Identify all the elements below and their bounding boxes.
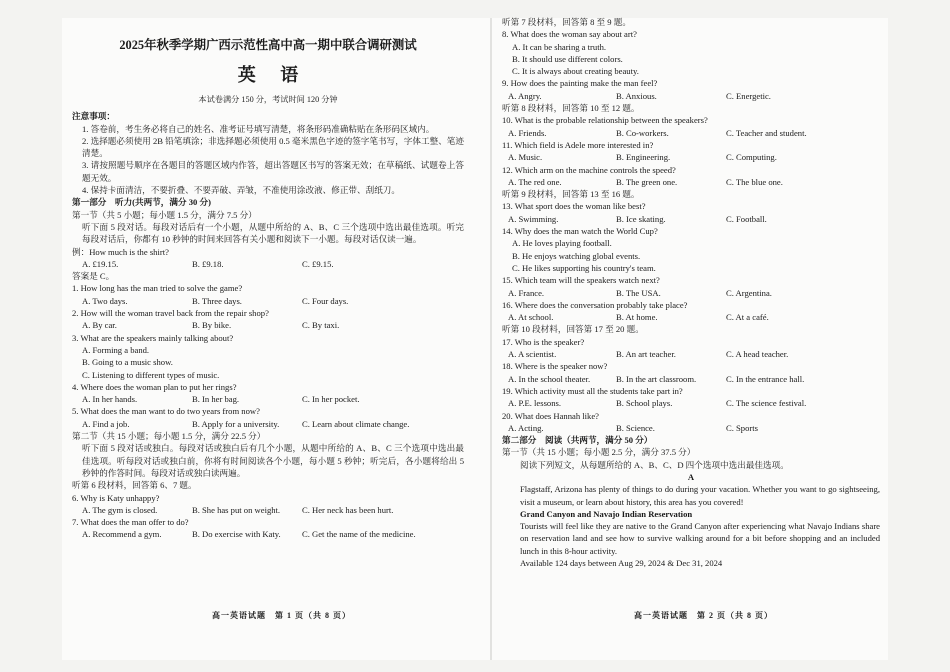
question-18: 18. Where is the speaker now?: [502, 361, 608, 372]
option: A. The gym is closed.: [82, 504, 158, 515]
material-8-note: 听第 8 段材料，回答第 10 至 12 题。: [502, 103, 640, 114]
option: B. Do exercise with Katy.: [192, 529, 281, 540]
option: C. Her neck has been hurt.: [302, 504, 394, 515]
question-7-options: [72, 528, 464, 540]
option: A. £19.15.: [82, 258, 119, 269]
option: B. An art teacher.: [616, 349, 676, 360]
question-17: 17. Who is the speaker?: [502, 336, 585, 347]
question-14: 14. Why does the man watch the World Cup?: [502, 226, 658, 237]
option: B. In her bag.: [192, 394, 240, 405]
question-2: 2. How will the woman travel back from the repair shop?: [72, 308, 269, 319]
option: C. Sports: [726, 422, 758, 433]
notice-1: 1. 答卷前，考生务必将自己的姓名、准考证号填写清楚，将条形码准确粘贴在条形码区域内。: [82, 123, 435, 134]
option: C. Argentina.: [726, 287, 772, 298]
option: B. Apply for a university.: [192, 418, 280, 429]
question-19-options: [502, 397, 880, 409]
section-1-instructions: 听下面 5 段对话。每段对话后有一个小题，从题中所给的 A、B、C 三个选项中选出最佳选项。听完每段对话后，你都有 10 秒钟的时间来回答有关小题和阅读下一小题。每段对话仅读一遍。: [82, 221, 465, 245]
option: A. Forming a band.: [82, 344, 150, 355]
option: A. France.: [508, 287, 545, 298]
question-15-options: [502, 287, 880, 299]
question-11: 11. Which field is Adele more interested in?: [502, 139, 654, 150]
option: B. The green one.: [616, 176, 678, 187]
option: B. School plays.: [616, 398, 673, 409]
option: A. Friends.: [508, 127, 547, 138]
option: A. Music.: [508, 152, 543, 163]
question-8: 8. What does the woman say about art?: [502, 29, 637, 40]
option: C. Energetic.: [726, 90, 771, 101]
question-7: 7. What does the man offer to do?: [72, 517, 189, 528]
question-4: 4. Where does the woman plan to put her rings?: [72, 381, 237, 392]
page-fold: [490, 18, 492, 660]
option: A. Two days.: [82, 295, 128, 306]
question-2-options: [72, 319, 464, 331]
option: A. In the school theater.: [508, 373, 591, 384]
option: C. At a café.: [726, 312, 769, 323]
option: C. It is always about creating beauty.: [512, 66, 639, 77]
option: B. £9.18.: [192, 258, 224, 269]
option: C. Four days.: [302, 295, 349, 306]
question-1: 1. How long has the man tried to solve the game?: [72, 283, 243, 294]
option: A. Recommend a gym.: [82, 529, 162, 540]
question-19: 19. Which activity must all the students take part in?: [502, 385, 683, 396]
question-5-options: [72, 418, 464, 430]
option: C. Teacher and student.: [726, 127, 807, 138]
option: B. Co-workers.: [616, 127, 669, 138]
material-6-note: 听第 6 段材料，回答第 6、7 题。: [72, 480, 197, 491]
material-9-note: 听第 9 段材料，回答第 13 至 16 题。: [502, 189, 640, 200]
option: B. Three days.: [192, 295, 242, 306]
question-16: 16. Where does the conversation probably take place?: [502, 299, 688, 310]
question-9-options: [502, 90, 880, 102]
option: B. In the art classroom.: [616, 373, 697, 384]
option: C. The science festival.: [726, 398, 807, 409]
option: B. She has put on weight.: [192, 504, 281, 515]
material-10-note: 听第 10 段材料，回答第 17 至 20 题。: [502, 324, 644, 335]
passage-subheading: Grand Canyon and Navajo Indian Reservation: [520, 508, 693, 519]
option: C. In the entrance hall.: [726, 373, 805, 384]
notice-title: 注意事项：: [72, 111, 115, 122]
page-1: [72, 18, 464, 541]
section-2-heading: 第二节（共 15 小题；每小题 1.5 分，满分 22.5 分）: [72, 431, 266, 442]
question-12-options: [502, 176, 880, 188]
option: B. Ice skating.: [616, 213, 666, 224]
passage-paragraph-1: Flagstaff, Arizona has plenty of things to do during your vacation. Whether you want to go sightseeing, visit a museum, or learn about history, this area has you covered!: [520, 484, 880, 507]
option: A. Find a job.: [82, 418, 130, 429]
question-6-options: [72, 504, 464, 516]
section-1-heading: 第一节（共 5 小题；每小题 1.5 分，满分 7.5 分）: [72, 209, 257, 220]
part-2-heading: 第二部分 阅读（共两节，满分 50 分）: [502, 435, 653, 446]
option: C. A head teacher.: [726, 349, 789, 360]
option: B. By bike.: [192, 320, 232, 331]
option: B. The USA.: [616, 287, 661, 298]
option: B. He enjoys watching global events.: [512, 250, 641, 261]
option: C. By taxi.: [302, 320, 340, 331]
option: C. He likes supporting his country's team.: [512, 262, 656, 273]
question-16-options: [502, 311, 880, 323]
part-1-heading: 第一部分 听力(共两节，满分 30 分): [72, 197, 211, 208]
question-12: 12. Which arm on the machine controls the speed?: [502, 164, 676, 175]
option: A. He loves playing football.: [512, 238, 612, 249]
exam-title: 2025年秋季学期广西示范性高中高一期中联合调研测试: [119, 38, 417, 52]
question-13-options: [502, 213, 880, 225]
question-11-options: [502, 151, 880, 163]
option: B. Science.: [616, 422, 655, 433]
question-3: 3. What are the speakers mainly talking about?: [72, 332, 234, 343]
notice-4: 4. 保持卡面清洁，不要折叠、不要弄破、弄皱，不准使用涂改液、修正带、刮纸刀。: [82, 185, 400, 196]
option: C. Listening to different types of music.: [82, 369, 220, 380]
question-10-options: [502, 127, 880, 139]
option: C. Football.: [726, 213, 767, 224]
option: B. At home.: [616, 312, 658, 323]
passage-label: A: [687, 471, 695, 482]
option: C. £9.15.: [302, 258, 334, 269]
question-10: 10. What is the probable relationship between the speakers?: [502, 115, 708, 126]
option: A. In her hands.: [82, 394, 138, 405]
question-20: 20. What does Hannah like?: [502, 410, 599, 421]
question-1-options: [72, 295, 464, 307]
option: C. Get the name of the medicine.: [302, 529, 416, 540]
question-13: 13. What sport does the woman like best?: [502, 201, 646, 212]
option: A. Angry.: [508, 90, 542, 101]
page-2: [502, 16, 880, 569]
subject-title: 英 语: [237, 65, 309, 85]
option: B. It should use different colors.: [512, 53, 623, 64]
example-question: 例：How much is the shirt?: [72, 246, 169, 257]
option: B. Anxious.: [616, 90, 657, 101]
section-2-instructions: 听下面 5 段对话或独白。每段对话或独白后有几个小题，从题中所给的 A、B、C 三个选项中选出最佳选项。听每段对话或独白前，你将有时间阅读各个小题，每小题 5 秒钟；听完后，各小题将给出 5 秒钟的作答时间。每段对话或独白读两遍。: [82, 443, 464, 478]
notice-3: 3. 请按照题号顺序在各题目的答题区域内作答，超出答题区书写的答案无效；在草稿纸、试题卷上答题无效。: [82, 160, 464, 183]
exam-sheet: [62, 18, 888, 660]
option: A. It can be sharing a truth.: [512, 41, 607, 52]
option: A. By car.: [82, 320, 117, 331]
notice-2: 2. 选择题必须使用 2B 铅笔填涂；非选择题必须使用 0.5 毫米黑色字迹的签字笔书写，字体工整、笔迹清楚。: [82, 135, 464, 159]
option: A. The red one.: [508, 176, 562, 187]
option: B. Going to a music show.: [82, 357, 173, 368]
option: A. Acting.: [508, 422, 544, 433]
question-18-options: [502, 373, 880, 385]
question-9: 9. How does the painting make the man feel?: [502, 78, 658, 89]
part-2-section-1-heading: 第一节（共 15 小题；每小题 2.5 分，满分 37.5 分）: [502, 447, 696, 458]
option: B. Engineering.: [616, 152, 671, 163]
page-1-footer: 高一英语试题 第 1 页（共 8 页）: [212, 611, 351, 620]
option: C. In her pocket.: [302, 394, 360, 405]
question-17-options: [502, 348, 880, 360]
example-answer: 答案是 C。: [72, 271, 115, 282]
option: A. A scientist.: [508, 349, 557, 360]
question-5: 5. What does the man want to do two years from now?: [72, 406, 260, 417]
passage-paragraph-2: Tourists will feel like they are native to the Grand Canyon after experiencing what Navajo Indians share on reservation land and see how to survive walking around for a bit before shopping and an included lunch in this 8-hour activity.: [520, 521, 880, 556]
exam-meta: 本试卷满分 150 分，考试时间 120 分钟: [198, 95, 338, 104]
reading-instructions: 阅读下列短文，从每题所给的 A、B、C、D 四个选项中选出最佳选项。: [520, 459, 789, 470]
option: C. Computing.: [726, 152, 777, 163]
option: C. Learn about climate change.: [302, 418, 410, 429]
option: A. At school.: [508, 312, 554, 323]
question-20-options: [502, 422, 880, 434]
availability-note: Available 124 days between Aug 29, 2024 & Dec 31, 2024: [520, 558, 723, 569]
example-options: [72, 258, 464, 270]
question-6: 6. Why is Katy unhappy?: [72, 492, 160, 503]
page-2-footer: 高一英语试题 第 2 页（共 8 页）: [634, 611, 773, 620]
option: A. Swimming.: [508, 213, 559, 224]
option: C. The blue one.: [726, 176, 783, 187]
question-15: 15. Which team will the speakers watch next?: [502, 275, 660, 286]
material-7-note: 听第 7 段材料，回答第 8 至 9 题。: [502, 17, 631, 27]
question-4-options: [72, 393, 464, 405]
option: A. P.E. lessons.: [508, 398, 562, 409]
